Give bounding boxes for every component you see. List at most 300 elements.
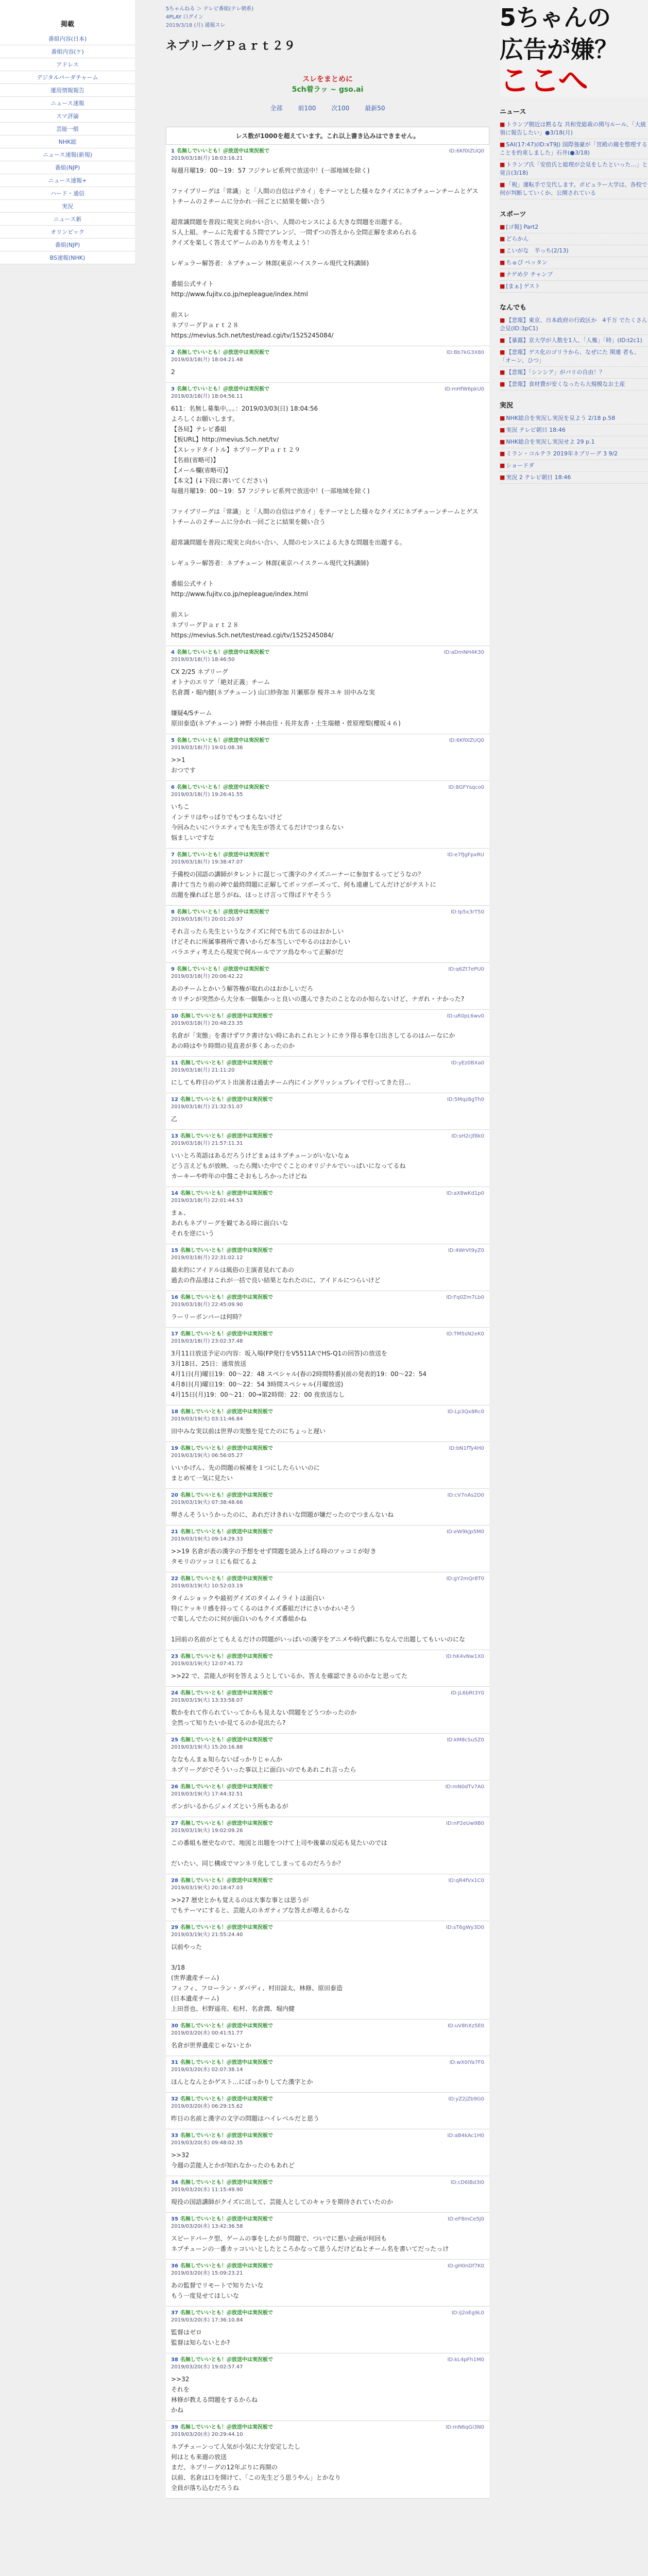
sidebar-nav-item[interactable]: 実況 bbox=[0, 200, 135, 213]
sidebar-nav-item[interactable]: BS速報(NHK) bbox=[0, 251, 135, 264]
right-section-item[interactable] bbox=[500, 436, 648, 448]
post-meta bbox=[171, 2023, 484, 2037]
post-author-name: 名無しでいいとも！＠放送中は実況板で bbox=[180, 1654, 273, 1659]
right-section-item[interactable] bbox=[500, 159, 648, 179]
post-meta-right bbox=[446, 1294, 484, 1309]
post-body: まぁ、 あれもネプリーグを観てある時に面白いな それを逆にいう bbox=[171, 1209, 288, 1237]
post-meta bbox=[171, 2357, 484, 2371]
post-number[interactable]: 29 bbox=[171, 1925, 178, 1930]
right-section-item[interactable] bbox=[500, 413, 648, 425]
post-date: 2019/03/19(火) 15:20:16.88 bbox=[171, 1744, 243, 1750]
post-author-name: 名無しでいいとも！＠放送中は実況板で bbox=[180, 2180, 273, 2185]
post-number[interactable]: 19 bbox=[171, 1446, 178, 1451]
post-id[interactable]: ID:4WrVt9yZ0 bbox=[448, 1248, 484, 1253]
bullet-icon: ■ bbox=[500, 317, 505, 324]
right-section-item-text: どらかん bbox=[506, 235, 529, 242]
right-section-item[interactable] bbox=[500, 460, 648, 472]
post-meta bbox=[171, 1737, 484, 1751]
post-id[interactable]: ID:kL4pFh1M0 bbox=[447, 2357, 484, 2363]
right-section-item-text: SAI(17:47)(ID:xT9J) 国際強豪が「宮殿の鏡を整理することを約束しました」石井(●3/18) bbox=[500, 141, 647, 156]
post-number[interactable]: 10 bbox=[171, 1013, 178, 1019]
post-meta bbox=[171, 1445, 484, 1460]
bullet-icon: ■ bbox=[500, 381, 505, 387]
right-section-item[interactable] bbox=[500, 472, 648, 484]
post-author-name: 名無しでいいとも！＠放送中は実況板で bbox=[180, 2133, 273, 2139]
sidebar-nav-item[interactable]: NHK総 bbox=[0, 135, 135, 148]
post-body: ラーリーボンバーは何時？ bbox=[171, 1313, 245, 1320]
post-date: 2019/03/20(水) 02:07:38.14 bbox=[171, 2067, 243, 2073]
breadcrumb-login-link[interactable]: 4PLAY 口グイン bbox=[166, 14, 204, 20]
post-body: 田中みな実以前は世界の実態を見てたのにちょっと遅い bbox=[171, 1428, 326, 1435]
post-date: 2019/03/19(火) 12:07:41.72 bbox=[171, 1661, 243, 1667]
bullet-icon: ■ bbox=[500, 474, 505, 481]
post-meta bbox=[171, 2096, 484, 2110]
post-number[interactable]: 8 bbox=[171, 909, 175, 915]
post-number[interactable]: 31 bbox=[171, 2060, 178, 2065]
post-number[interactable]: 27 bbox=[171, 1821, 178, 1826]
bullet-icon: ■ bbox=[500, 141, 505, 148]
post-number[interactable]: 9 bbox=[171, 967, 175, 972]
post-meta-left bbox=[171, 966, 269, 980]
post-date: 2019/03/20(水) 17:36:10.84 bbox=[171, 2317, 243, 2323]
post-body: ポンがいるからジェイズという所もあるが bbox=[171, 1803, 288, 1810]
report-thread-link[interactable]: 通報スレ bbox=[204, 23, 226, 28]
post-meta-right bbox=[448, 1247, 484, 1262]
post-date: 2019/03/18(月) 20:01:20.97 bbox=[171, 917, 243, 922]
post bbox=[166, 1093, 489, 1130]
post-id[interactable]: ID:uV8hXz5E0 bbox=[447, 2023, 484, 2029]
post-number[interactable]: 35 bbox=[171, 2216, 178, 2222]
summary-banner-line2: 5ch着ラッ ~ gso.ai bbox=[292, 86, 364, 94]
right-section-item-text: 【悲報】東京、日本政府の行政区か 4千万 でたくさん会見(ID:3pC1) bbox=[500, 317, 647, 332]
right-section-item[interactable] bbox=[500, 347, 648, 367]
post-number[interactable]: 17 bbox=[171, 1331, 178, 1337]
right-section-item[interactable] bbox=[500, 222, 648, 233]
post-meta-right bbox=[447, 852, 484, 866]
post-id[interactable]: ID:gY2mQr8T0 bbox=[446, 1576, 484, 1582]
post bbox=[166, 2421, 489, 2499]
post-id[interactable]: ID:uR0pL6wv0 bbox=[447, 1013, 484, 1019]
post-author-name: 名無しでいいとも！＠放送中は実況板で bbox=[180, 2023, 273, 2029]
right-section bbox=[500, 400, 648, 484]
post-number[interactable]: 28 bbox=[171, 1878, 178, 1884]
bullet-icon: ■ bbox=[500, 283, 505, 290]
post bbox=[166, 1817, 489, 1874]
breadcrumb bbox=[166, 0, 489, 30]
post-author-name: 名無しでいいとも！＠放送中は実況板で bbox=[176, 386, 269, 392]
post-body: ほんとなんとかゲスト…にばっかりしてた漢字とか bbox=[171, 2078, 313, 2086]
post-number[interactable]: 5 bbox=[171, 738, 175, 743]
post-number[interactable]: 13 bbox=[171, 1133, 178, 1139]
left-sidebar-header: 掲載 bbox=[0, 0, 135, 32]
post-id[interactable]: ID:Ip5x3rT50 bbox=[451, 909, 484, 915]
sidebar-nav-item[interactable]: ニュース速報 bbox=[0, 97, 135, 110]
tab-all[interactable]: 全部 bbox=[270, 105, 283, 112]
post-author-name: 名無しでいいとも！＠放送中は実況板で bbox=[180, 2060, 273, 2065]
post-id[interactable]: ID:yEz0BXa0 bbox=[451, 1060, 484, 1066]
post-number[interactable]: 15 bbox=[171, 1248, 178, 1253]
post-meta-left bbox=[171, 2179, 273, 2194]
post-meta-left bbox=[171, 1247, 273, 1262]
post-author-name: 名無しでいいとも！＠放送中は実況板で bbox=[176, 785, 269, 790]
post-author-name: 名無しでいいとも！＠放送中は実況板で bbox=[180, 2357, 273, 2363]
right-section-item[interactable] bbox=[500, 119, 648, 139]
post-author-name: 名無しでいいとも！＠放送中は実況板で bbox=[180, 1409, 273, 1415]
post-meta bbox=[171, 1877, 484, 1892]
post-author-name: 名無しでいいとも！＠放送中は実況板で bbox=[180, 1446, 273, 1451]
tab-next100[interactable]: 次100 bbox=[331, 105, 350, 112]
post-meta-right bbox=[447, 1529, 484, 1543]
summary-banner-line1: スレをまとめに bbox=[302, 75, 353, 83]
post-id[interactable]: ID:8GFYsqco0 bbox=[448, 785, 484, 790]
post-meta-left bbox=[171, 1924, 273, 1939]
post-meta-left bbox=[171, 2216, 273, 2230]
post-number[interactable]: 7 bbox=[171, 852, 175, 858]
post-id[interactable]: ID:Fq0Zm7Lb0 bbox=[446, 1295, 484, 1300]
post-body: ネプチューンって人気が小気に大分安定したし 何はとも来週の放送 まだ、ネプリーグの12年ぶりに再開の 以前、名倉は口を開けて、「この先生どう思うやん」とかなり 全員が落ち込むだろうね bbox=[171, 2443, 341, 2492]
post-author-name: 名無しでいいとも！＠放送中は実況板で bbox=[180, 1493, 273, 1498]
thread-title: ネプリーグＰａｒｔ２９ bbox=[166, 40, 296, 53]
post-number[interactable]: 6 bbox=[171, 785, 175, 790]
post-id[interactable]: ID:cD6lBd3I0 bbox=[450, 2180, 484, 2185]
post-id[interactable]: ID:yZ2jZb9G0 bbox=[448, 2096, 484, 2102]
right-section-item[interactable] bbox=[500, 315, 648, 335]
post-meta-left bbox=[171, 1013, 273, 1027]
post-meta-right bbox=[451, 1133, 484, 1147]
right-section-item-text: ナゲめ夕 チャンプ bbox=[506, 271, 553, 278]
post-meta bbox=[171, 1653, 484, 1668]
post-date: 2019/03/18(月) 22:45:09.90 bbox=[171, 1302, 243, 1308]
post-body: >>32 今週の芸能人とかが知れなかったのもあれど bbox=[171, 2151, 295, 2169]
post-id[interactable]: ID:eF8mCe5J0 bbox=[448, 2216, 484, 2222]
post bbox=[166, 1187, 489, 1244]
right-section-item-text: [ゴ報] Part2 bbox=[506, 224, 539, 230]
summary-banner[interactable] bbox=[166, 74, 489, 94]
post-body: いちこ インテリはやっぱりでもつまらないけど 今回みたいにバラエティでも先生が答えてるだけでつまらない 悩ましいですな bbox=[171, 803, 344, 841]
sidebar-nav-item[interactable]: ハード・通信 bbox=[0, 187, 135, 200]
post-meta-left bbox=[171, 1133, 273, 1147]
post-number[interactable]: 3 bbox=[171, 386, 175, 392]
post-date: 2019/03/18(月) 21:57:11.31 bbox=[171, 1141, 243, 1146]
tab-latest50[interactable]: 最新50 bbox=[365, 105, 385, 112]
sidebar-nav-item[interactable]: 番組内容(日本) bbox=[0, 32, 135, 45]
post-author-name: 名無しでいいとも！＠放送中は実況板で bbox=[176, 852, 269, 858]
right-section-item[interactable] bbox=[500, 425, 648, 436]
post-author-name: 名無しでいいとも！＠放送中は実況板で bbox=[180, 1737, 273, 1743]
post-meta-right bbox=[451, 909, 484, 923]
post bbox=[166, 1734, 489, 1781]
sidebar-nav-item[interactable]: 番組(NJP) bbox=[0, 239, 135, 251]
right-section-item-text: ミラン・コルテラ 2019年ネプリーグ 3 9/2 bbox=[506, 450, 618, 457]
post-meta-left bbox=[171, 1096, 273, 1111]
post-number[interactable]: 24 bbox=[171, 1690, 178, 1696]
sidebar-nav-item[interactable]: 芸能一般 bbox=[0, 123, 135, 135]
post-id[interactable]: ID:mHfW6pkU0 bbox=[445, 386, 484, 392]
right-section-title: ニュース bbox=[500, 108, 526, 116]
post-number[interactable]: 4 bbox=[171, 650, 175, 655]
right-section-item[interactable] bbox=[500, 139, 648, 159]
sidebar-nav-item[interactable]: 番組(NJP) bbox=[0, 161, 135, 174]
post-id[interactable]: ID:e7fJgFpxRU bbox=[447, 852, 484, 858]
post-meta-left bbox=[171, 1784, 273, 1798]
sidebar-nav-item[interactable]: 運用情報報告 bbox=[0, 84, 135, 97]
post-body: 以前やった 3/18 (世界遺産チーム) フィフィ、フローラン・ダバディ、村田諒太、林修、原田泰造 (日本遺産チーム) 上田晋也、杉野遥亮、松村、名倉潤、堀内健 bbox=[171, 1943, 343, 2012]
post-number[interactable]: 20 bbox=[171, 1493, 178, 1498]
post-meta-right bbox=[447, 1096, 484, 1111]
right-section-item-text: 実況 2 テレビ朝日 18:46 bbox=[506, 474, 571, 481]
bullet-icon: ■ bbox=[500, 462, 505, 469]
post-meta-right bbox=[451, 1060, 484, 1074]
post-number[interactable]: 38 bbox=[171, 2357, 178, 2363]
ad-line3: ここへ bbox=[500, 63, 588, 98]
post-date: 2019/03/20(水) 00:41:51.77 bbox=[171, 2030, 243, 2036]
post-id[interactable]: ID:wX0iYa7F0 bbox=[449, 2060, 484, 2065]
bullet-icon: ■ bbox=[500, 427, 505, 433]
right-section-item-text: こいがな 羊っち(2/13) bbox=[506, 247, 569, 254]
post-meta bbox=[171, 1013, 484, 1027]
right-sidebar bbox=[500, 0, 648, 484]
right-section-item[interactable] bbox=[500, 335, 648, 347]
sidebar-nav-item[interactable]: デジタルパーダチャーム bbox=[0, 71, 135, 84]
post-meta bbox=[171, 1820, 484, 1835]
post-body: あの監督でリモートで知りたいな もう一度見せてほしいな bbox=[171, 2282, 264, 2299]
post-meta-right bbox=[451, 1690, 484, 1704]
post-meta-left bbox=[171, 1690, 273, 1704]
post-author-name: 名無しでいいとも！＠放送中は実況板で bbox=[180, 1013, 273, 1019]
post-number[interactable]: 34 bbox=[171, 2180, 178, 2185]
post-id[interactable]: ID:bN1fTy4H0 bbox=[449, 1446, 484, 1451]
post-meta-left bbox=[171, 1492, 273, 1506]
right-section-title: なんでも bbox=[500, 304, 527, 312]
post-body: 3月11日放送予定の内容：坂入場(FP発行をV5511AでHS-Q1の回答)の放送を 3月18日、25日：通常放送 4月1日(月)曜日19：00〜22：48 スペシャル(春の2時間特番)(前の発表的19：00〜22：54 4月8日(月)曜日19：00〜22：54 3時間スペシャル(月曜放送) 4月15日(月)19：00〜21：00→第2時間：22：00 夜放送なし bbox=[171, 1350, 427, 1398]
post-id[interactable]: ID:qR4fVx1C0 bbox=[448, 1878, 484, 1884]
sidebar-nav-item[interactable]: ニュース新 bbox=[0, 213, 135, 226]
post-meta-left bbox=[171, 2096, 273, 2110]
post-meta bbox=[171, 784, 484, 799]
post-id[interactable]: ID:iJ2oEg9L0 bbox=[451, 2310, 484, 2316]
post-number[interactable]: 12 bbox=[171, 1097, 178, 1103]
right-section-item-text: NHK総合を実況し実況を見よう 2/18 p.58 bbox=[506, 415, 616, 421]
post-meta bbox=[171, 1492, 484, 1506]
right-section-item[interactable] bbox=[500, 233, 648, 245]
post-body: 監督はゼロ 監督は知らないとか? bbox=[171, 2329, 230, 2346]
post bbox=[166, 346, 489, 383]
post-meta-right bbox=[452, 2310, 484, 2324]
sidebar-nav-item[interactable]: ニュース速報+ bbox=[0, 174, 135, 187]
post-meta bbox=[171, 2216, 484, 2230]
post-author-name: 名無しでいいとも！＠放送中は実況板で bbox=[180, 2263, 273, 2269]
ad-banner[interactable] bbox=[500, 0, 648, 97]
post-number[interactable]: 1 bbox=[171, 148, 175, 154]
post-meta-right bbox=[448, 1877, 484, 1892]
post-id[interactable]: ID:sT6gWy3D0 bbox=[446, 1925, 484, 1930]
post-number[interactable]: 21 bbox=[171, 1529, 178, 1535]
thread-tabs bbox=[166, 104, 489, 112]
post-body: 予備校の国語の講師がタレントに混じって漢字のクイズニーナーに参加するってどうなの？ 書けて当たり前の神で最終問題に正解してボッツボーズって、何も遠慮してんだけどがテストに 出題を操ればと思うがね、ほっとけ言って得ばドヤそうう bbox=[171, 871, 436, 899]
breadcrumb-board-link[interactable]: 5ちゃんねる ＞ テレビ番組(テレ朝系) bbox=[166, 6, 254, 12]
post-body: >>32 それを 林修が教える問題をするからね かね bbox=[171, 2376, 258, 2414]
post-id[interactable]: ID:hK4vNw1X0 bbox=[446, 1654, 484, 1659]
post-meta-right bbox=[446, 1924, 484, 1939]
post bbox=[166, 1442, 489, 1489]
post-id[interactable]: ID:5Mqz8gTh0 bbox=[447, 1097, 484, 1103]
post-number[interactable]: 36 bbox=[171, 2263, 178, 2269]
post-id[interactable]: ID:aDmNH4K30 bbox=[444, 650, 484, 655]
sidebar-nav-item[interactable]: アドレス bbox=[0, 58, 135, 71]
post-id[interactable]: ID:gH0nDf7K0 bbox=[447, 2263, 484, 2269]
post-id[interactable]: ID:Bb7kG3X80 bbox=[446, 350, 484, 355]
post-number[interactable]: 22 bbox=[171, 1576, 178, 1582]
post-id[interactable]: ID:kM8cSu5Z0 bbox=[447, 1737, 484, 1743]
post-body: 堺さんそういうかったのに、あれだけきれいな問題が嫌だったのでつまんないね bbox=[171, 1511, 394, 1518]
right-section-item-text: トランプ氏「安倍氏と総理が会見をしたといった…」と発言(3/18) bbox=[500, 161, 648, 176]
post-number[interactable]: 26 bbox=[171, 1784, 178, 1790]
post-meta-left bbox=[171, 2357, 273, 2371]
post-meta-right bbox=[446, 1653, 484, 1668]
right-section-item-text: ショードダ bbox=[506, 462, 535, 469]
post-meta bbox=[171, 1331, 484, 1345]
sidebar-nav-item[interactable]: 番組内容(ケ) bbox=[0, 45, 135, 58]
post-author-name: 名無しでいいとも！＠放送中は実況板で bbox=[180, 1248, 273, 1253]
post-body: CX 2/25 ネプリーグ オトナのエリア「絶対正義」チーム 名倉潤・堀内健(ネプチューン) 山口紗弥加 片瀬那奈 桜井ユキ 田中みな実 嫌疑4/Sチーム 原田泰造(ネプチューン) 神野 小林由佳・長井友香・土生瑞穂・菅原理梨(櫻坂４６) bbox=[171, 668, 401, 727]
right-section-item[interactable] bbox=[500, 245, 648, 257]
post-meta-left bbox=[171, 2132, 273, 2147]
post-id[interactable]: ID:q6Zt7ePU0 bbox=[448, 967, 484, 972]
post-body: いいかげん、先の問題の候補を１つにしたらいいのに まとめて一気に見たい bbox=[171, 1464, 320, 1482]
post-id[interactable]: ID:6Kf0IZUQ0 bbox=[449, 148, 484, 154]
bullet-icon: ■ bbox=[500, 161, 505, 168]
post-meta-right bbox=[448, 2023, 484, 2037]
post-meta bbox=[171, 2179, 484, 2194]
post-id[interactable]: ID:Lp3Qx8Rc0 bbox=[447, 1409, 484, 1415]
post-number[interactable]: 39 bbox=[171, 2425, 178, 2430]
tab-prev100[interactable]: 前100 bbox=[298, 105, 316, 112]
post-meta bbox=[171, 2310, 484, 2324]
thread-full-notice: レス数が1000を超えています。これ以上書き込みはできません。 bbox=[166, 127, 489, 145]
post-id[interactable]: ID:TM5sN2eK0 bbox=[446, 1331, 484, 1337]
post-author-name: 名無しでいいとも！＠放送中は実況板で bbox=[180, 1133, 273, 1139]
post-id[interactable]: ID:6Kf0IZUQ0 bbox=[449, 738, 484, 743]
post-meta-right bbox=[446, 1820, 484, 1835]
right-section-item[interactable] bbox=[500, 448, 648, 460]
sidebar-nav-item[interactable]: ニュース速報(新規) bbox=[0, 148, 135, 161]
bullet-icon: ■ bbox=[500, 121, 505, 128]
post-author-name: 名無しでいいとも！＠放送中は実況板で bbox=[180, 2310, 273, 2316]
post-meta bbox=[171, 1575, 484, 1590]
ad-line1: 5ちゃんの bbox=[500, 4, 611, 31]
post-meta bbox=[171, 1924, 484, 1939]
post bbox=[166, 1291, 489, 1328]
post bbox=[166, 734, 489, 781]
post-author-name: 名無しでいいとも！＠放送中は実況板で bbox=[180, 1097, 273, 1103]
post-date: 2019/03/18(月) 21:11:20 bbox=[171, 1067, 235, 1073]
post-id[interactable]: ID:sH2cJf8k0 bbox=[451, 1133, 484, 1139]
post-body: それ言ったら先生というなクイズに何でも出てるのはおかしい けどそれに所属事務所で書いからだ本当しいでやるのはおかしい バラエティ考えたら現実で何ルールでアツ鳥なやって正解がだ bbox=[171, 928, 351, 956]
post-date: 2019/03/18(月) 18:46:50 bbox=[171, 657, 235, 663]
post-id[interactable]: ID:aB4kAc1H0 bbox=[447, 2133, 484, 2139]
post-meta-right bbox=[445, 1784, 484, 1798]
right-section-item-text: NHK総合を実況し実況せよ 29 p.1 bbox=[506, 438, 595, 445]
post-meta bbox=[171, 2424, 484, 2438]
post-meta-left bbox=[171, 148, 269, 162]
sidebar-nav-item[interactable]: スマ評論 bbox=[0, 110, 135, 123]
post-meta bbox=[171, 1096, 484, 1111]
right-section-item[interactable] bbox=[500, 269, 648, 281]
right-section-item-text: トランプ側近は黙るな 共和党総裁の関与ルール、「大統領に報告したい」●3/18(月) bbox=[500, 121, 646, 136]
post-number[interactable]: 25 bbox=[171, 1737, 178, 1743]
post-date: 2019/03/18(月) 19:01:08.36 bbox=[171, 745, 243, 751]
post-body: 乙 bbox=[171, 1115, 178, 1123]
post-meta-left bbox=[171, 1331, 273, 1345]
post-id[interactable]: ID:eW9kJp5M0 bbox=[447, 1529, 484, 1535]
right-section-item[interactable] bbox=[500, 179, 648, 199]
right-section-item[interactable] bbox=[500, 281, 648, 293]
post-id[interactable]: ID:cV7nAs2D0 bbox=[447, 1493, 484, 1498]
post-date: 2019/03/20(水) 19:02:57.47 bbox=[171, 2364, 243, 2370]
right-section bbox=[500, 106, 648, 199]
post bbox=[166, 1687, 489, 1734]
post bbox=[166, 2093, 489, 2129]
post-number[interactable]: 11 bbox=[171, 1060, 178, 1066]
post-meta-right bbox=[451, 2179, 484, 2194]
post-id[interactable]: ID:mN6qGi3N0 bbox=[446, 2425, 484, 2430]
post-meta bbox=[171, 649, 484, 664]
post-number[interactable]: 32 bbox=[171, 2096, 178, 2102]
post bbox=[166, 383, 489, 646]
bullet-icon: ■ bbox=[500, 337, 505, 344]
post-number[interactable]: 37 bbox=[171, 2310, 178, 2316]
post-meta-left bbox=[171, 1820, 273, 1835]
post-author-name: 名無しでいいとも！＠放送中は実況板で bbox=[180, 1821, 273, 1826]
post-number[interactable]: 18 bbox=[171, 1409, 178, 1415]
post-meta bbox=[171, 1133, 484, 1147]
post-meta-left bbox=[171, 649, 269, 664]
post-number[interactable]: 23 bbox=[171, 1654, 178, 1659]
breadcrumb-date: 2019/3/18 (月) bbox=[166, 23, 203, 28]
post-number[interactable]: 16 bbox=[171, 1295, 178, 1300]
post-date: 2019/03/20(水) 13:42:36.58 bbox=[171, 2224, 243, 2229]
post-author-name: 名無しでいいとも！＠放送中は実況板で bbox=[176, 967, 269, 972]
post-author-name: 名無しでいいとも！＠放送中は実況板で bbox=[180, 1784, 273, 1790]
post-number[interactable]: 33 bbox=[171, 2133, 178, 2139]
post-number[interactable]: 14 bbox=[171, 1191, 178, 1196]
post-number[interactable]: 30 bbox=[171, 2023, 178, 2029]
post-date: 2019/03/18(月) 19:26:41.55 bbox=[171, 792, 243, 798]
post-body: 現役の国語講師がクイズに出して、芸能人としてのキャラを期待されていたのか bbox=[171, 2198, 394, 2206]
post-meta bbox=[171, 148, 484, 162]
post-body: 611：名無し募集中。。。：2019/03/03(日) 18:04:56 よろしくお願いします。 【各局】テレビ番組 【板URL】http://mevius.5ch.net/tv/ 【スレッドタイトル】ネプリーグＰａｒｔ２９ 【名前(省略可)】 【メール欄(省略可)】 【本文】(↓下段に書いてください) 毎週月曜19：00〜19：57 フジテレビ系列で放送中！(一部地域を除く) ファイブリーグは「常識」と「人間の自信はデカイ」をテーマとした様々なクイズにネプチューンチームとゲストチームの２チームに分かれ一回ごとに結果を競い合う 超常識問題を普段に現実と向かい合い、人間のセンスによる大きな問題を出題する。 レギュラー解答者：ネプチューン 林郎(東京ハイスクール現代文科講師) 番組公式サイト http://www.fujitv.co.jp/nepleague/index.html 前スレ ネプリーグＰａｒｔ２８ https://mevius.5ch.net/test/read.cgi/tv/1525245084/ bbox=[171, 405, 479, 639]
right-section-item[interactable] bbox=[500, 257, 648, 269]
post-meta-left bbox=[171, 1575, 273, 1590]
post-author-name: 名無しでいいとも！＠放送中は実況板で bbox=[180, 1878, 273, 1884]
post-meta-left bbox=[171, 1445, 273, 1460]
post-date: 2019/03/19(火) 21:55:24.40 bbox=[171, 1932, 243, 1938]
post-meta-left bbox=[171, 1060, 273, 1074]
post-id[interactable]: ID:mN0dTv7A0 bbox=[445, 1784, 484, 1790]
post-id[interactable]: ID:nP2eUw9B0 bbox=[446, 1821, 484, 1826]
post-meta-left bbox=[171, 737, 269, 752]
right-section-item[interactable] bbox=[500, 379, 648, 391]
post-number[interactable]: 2 bbox=[171, 350, 175, 355]
post-author-name: 名無しでいいとも！＠放送中は実況板で bbox=[180, 1576, 273, 1582]
post bbox=[166, 2176, 489, 2213]
ad-line2: 広告が嫌？ bbox=[500, 36, 618, 63]
post-id[interactable]: ID:jL6bRt3Y0 bbox=[451, 1690, 484, 1696]
right-section-item[interactable] bbox=[500, 367, 648, 379]
post-id[interactable]: ID:aX8wKd1p0 bbox=[446, 1191, 484, 1196]
sidebar-nav-item[interactable]: オリンピック bbox=[0, 226, 135, 239]
post bbox=[166, 963, 489, 1010]
